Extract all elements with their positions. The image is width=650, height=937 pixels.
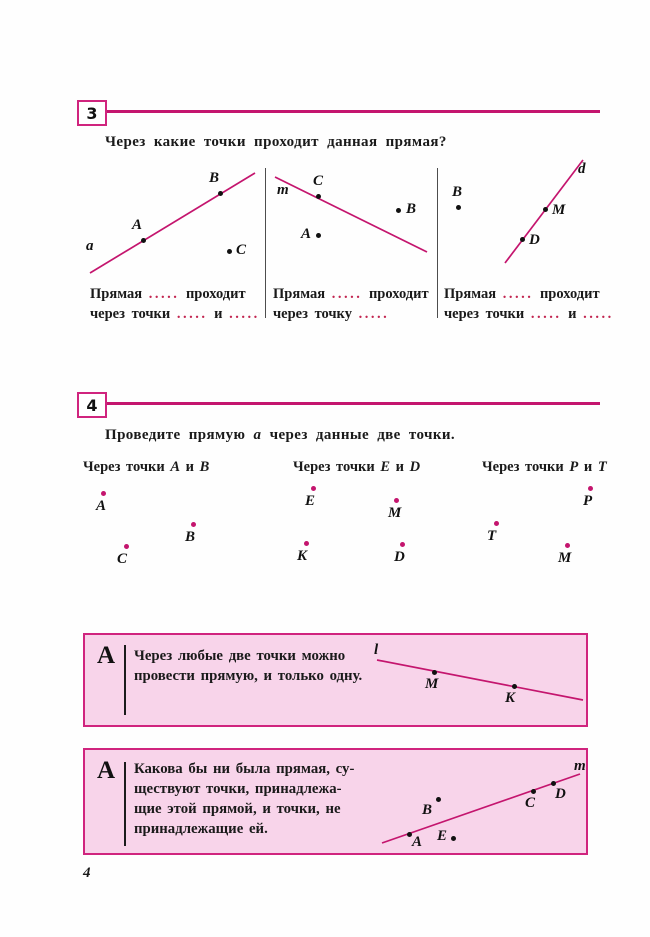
point-e-label: E xyxy=(305,493,316,509)
line-a-label: a xyxy=(86,238,94,254)
point-a-label: A xyxy=(412,834,423,850)
point-p-dot xyxy=(588,486,593,491)
point-a-label: A xyxy=(96,498,107,514)
fill-in-blank: ..... xyxy=(176,305,208,322)
fill-in-blank: ..... xyxy=(530,305,562,322)
point-m-label: M xyxy=(552,202,566,218)
line-m xyxy=(270,160,435,280)
task3-diagram-3 xyxy=(443,158,600,283)
task4-header-rule xyxy=(107,402,600,405)
task3-answer-1: Прямая ..... проходит через точки ..... и ..... xyxy=(90,286,260,322)
point-c-label: C xyxy=(313,173,324,189)
point-b-dot xyxy=(456,205,461,210)
point-t-label: T xyxy=(487,528,497,544)
axiom-box-1 xyxy=(83,633,588,727)
task3-diagram-2 xyxy=(270,160,435,280)
point-m-dot xyxy=(432,670,437,675)
line-m2 xyxy=(85,750,586,853)
task4-col1-header: Через точки A и B xyxy=(83,459,210,475)
point-d-dot xyxy=(400,542,405,547)
point-c-dot xyxy=(124,544,129,549)
point-p-label: P xyxy=(583,493,593,509)
line-m2-label: m xyxy=(574,758,586,774)
axiom2-marker: А xyxy=(97,757,116,784)
fill-in-blank: ..... xyxy=(583,305,614,322)
point-k-label: K xyxy=(505,690,516,706)
axiom-box-2 xyxy=(83,748,588,855)
point-a-label: A xyxy=(132,217,143,233)
fill-in-blank: ..... xyxy=(148,286,180,302)
var-a: a xyxy=(253,427,262,443)
point-m-dot xyxy=(543,207,548,212)
point-c-dot xyxy=(227,249,232,254)
point-b-dot xyxy=(218,191,223,196)
task3-number: 3 xyxy=(86,103,98,123)
point-b-label: B xyxy=(406,201,417,217)
task3-number-box xyxy=(77,100,107,126)
point-d-label: D xyxy=(529,232,540,248)
point-e-dot xyxy=(311,486,316,491)
line-d-label: d xyxy=(578,161,586,177)
point-c-label: C xyxy=(117,551,128,567)
point-k-label: K xyxy=(297,548,308,564)
task4-number: 4 xyxy=(86,395,98,415)
point-t-dot xyxy=(494,521,499,526)
line-l-label: l xyxy=(374,642,379,658)
point-k-dot xyxy=(512,684,517,689)
point-a-dot xyxy=(316,233,321,238)
fill-in-blank: ..... xyxy=(331,286,363,302)
point-b-dot xyxy=(436,797,441,802)
point-m-dot xyxy=(394,498,399,503)
point-b-label: B xyxy=(422,802,433,818)
line-m-label: m xyxy=(277,182,289,198)
point-b-dot xyxy=(396,208,401,213)
page-number: 4 xyxy=(83,865,91,881)
axiom1-marker: А xyxy=(97,642,116,669)
point-d-label: D xyxy=(394,549,405,565)
point-m-label: M xyxy=(425,676,439,692)
fill-in-blank: ..... xyxy=(358,305,390,322)
point-b-label: B xyxy=(209,170,220,186)
task3-question: Через какие точки проходит данная прямая? xyxy=(105,134,447,150)
point-b-dot xyxy=(191,522,196,527)
point-m-label: M xyxy=(558,550,572,566)
fill-in-blank: ..... xyxy=(229,305,260,322)
axiom1-text: Через любые две точки можно провести прямую, и только одну. xyxy=(134,648,363,684)
point-d-label: D xyxy=(555,786,566,802)
task4-number-box xyxy=(77,392,107,418)
point-a-dot xyxy=(101,491,106,496)
task3-answer-2: Прямая ..... проходит через точку ..... xyxy=(273,286,429,322)
line-a xyxy=(80,160,263,280)
point-c-dot xyxy=(316,194,321,199)
task3-divider-1 xyxy=(265,168,266,318)
point-d-dot xyxy=(520,237,525,242)
line-l xyxy=(85,635,586,725)
task3-divider-2 xyxy=(437,168,438,318)
point-m-dot xyxy=(565,543,570,548)
point-e-dot xyxy=(451,836,456,841)
line-d xyxy=(443,158,600,283)
task4-instruction: Проведите прямую a через данные две точки. xyxy=(105,427,456,443)
task3-answer-3: Прямая ..... проходит через точки ..... и ..... xyxy=(444,286,614,322)
fill-in-blank: ..... xyxy=(502,286,534,302)
task4-col3-header: Через точки P и T xyxy=(482,459,607,475)
task3-diagram-1 xyxy=(80,160,263,280)
point-k-dot xyxy=(304,541,309,546)
point-e-label: E xyxy=(437,828,448,844)
point-b-label: B xyxy=(185,529,196,545)
point-b-label: B xyxy=(452,184,463,200)
task3-header-rule xyxy=(107,110,600,113)
point-c-label: C xyxy=(525,795,536,811)
task4-col2-header: Через точки E и D xyxy=(293,459,421,475)
point-c-dot xyxy=(531,789,536,794)
axiom2-text: Какова бы ни была прямая, су- ществуют точки, принадлежа- щие этой прямой, и точки, не принадлежащие ей. xyxy=(134,761,355,837)
point-a-label: A xyxy=(301,226,312,242)
point-a-dot xyxy=(141,238,146,243)
point-c-label: C xyxy=(236,242,247,258)
point-m-label: M xyxy=(388,505,402,521)
